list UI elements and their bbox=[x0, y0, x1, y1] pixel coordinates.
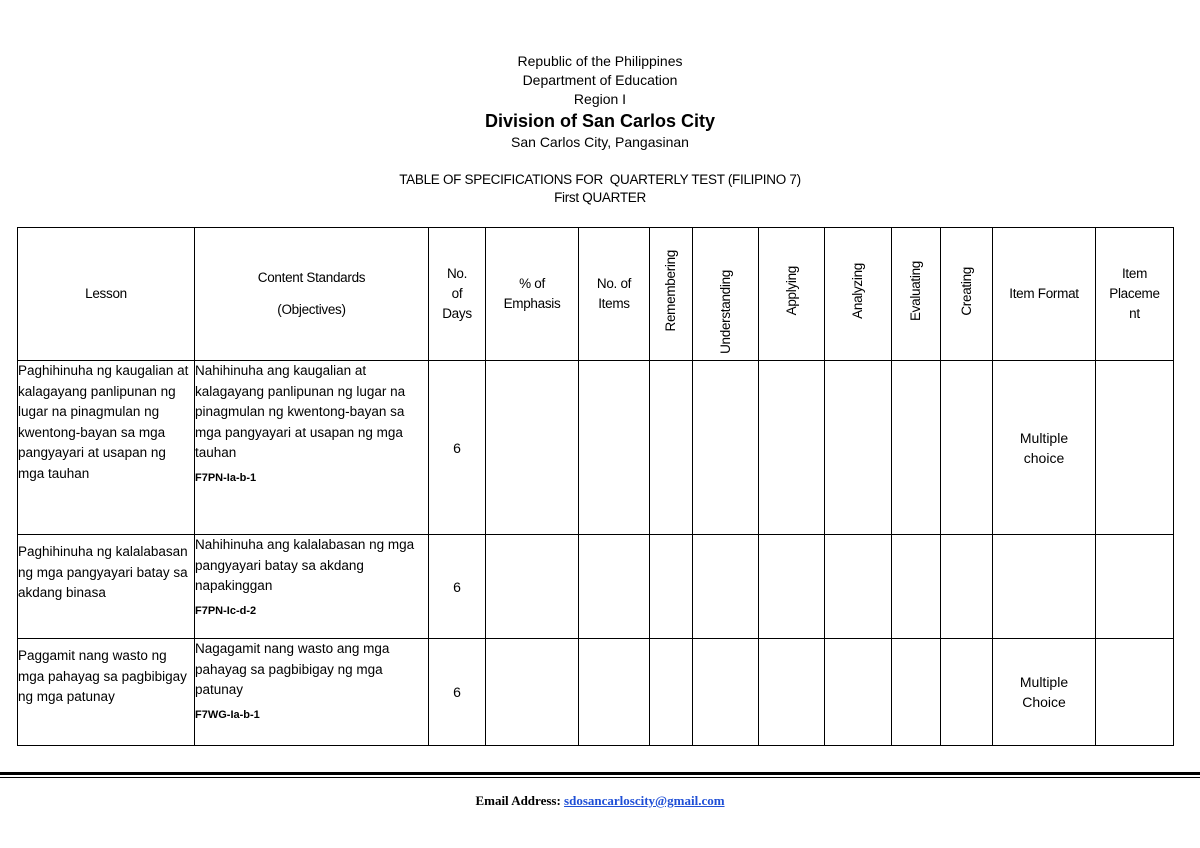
competency-code: F7PN-Ic-d-2 bbox=[195, 604, 257, 617]
header-no-of-items: No. of Items bbox=[579, 228, 650, 361]
item-format-cell: Multiple Choice bbox=[993, 639, 1096, 746]
days-cell: 6 bbox=[429, 639, 486, 746]
evaluating-cell bbox=[892, 535, 941, 639]
location-line: San Carlos City, Pangasinan bbox=[511, 134, 689, 150]
understanding-cell bbox=[693, 361, 759, 535]
content-standard-text: Nahihinuha ang kalalabasan ng mga pangyayari batay sa akdang napakinggan bbox=[195, 537, 415, 593]
days-cell: 6 bbox=[429, 361, 486, 535]
department-line: Department of Education bbox=[522, 72, 678, 88]
lesson-cell: Paghihinuha ng kaugalian at kalagayang panlipunan ng lugar na pinagmulan ng kwentong-bayan sa mga pangyayari at usapan ng mga tauhan bbox=[18, 361, 195, 535]
footer-divider-thin bbox=[0, 777, 1200, 778]
document-title-block bbox=[0, 171, 1200, 207]
competency-code: F7PN-Ia-b-1 bbox=[195, 471, 257, 484]
header-analyzing: Analyzing bbox=[825, 228, 892, 361]
analyzing-cell bbox=[825, 535, 892, 639]
remembering-cell bbox=[650, 639, 693, 746]
items-cell bbox=[579, 639, 650, 746]
email-label: Email Address: bbox=[475, 793, 565, 808]
competency-code: F7WG-Ia-b-1 bbox=[195, 708, 260, 721]
creating-cell bbox=[941, 361, 993, 535]
document-title: TABLE OF SPECIFICATIONS FOR QUARTERLY TEST (FILIPINO 7) bbox=[399, 172, 801, 187]
header-applying: Applying bbox=[759, 228, 825, 361]
understanding-cell bbox=[693, 639, 759, 746]
analyzing-cell bbox=[825, 639, 892, 746]
remembering-cell bbox=[650, 361, 693, 535]
days-cell: 6 bbox=[429, 535, 486, 639]
document-subtitle: First QUARTER bbox=[554, 190, 646, 205]
item-placement-cell bbox=[1096, 535, 1174, 639]
items-cell bbox=[579, 361, 650, 535]
items-cell bbox=[579, 535, 650, 639]
header-item-format: Item Format bbox=[993, 228, 1096, 361]
header-lesson: Lesson bbox=[18, 228, 195, 361]
header-content-standards: Content Standards (Objectives) bbox=[195, 228, 429, 361]
remembering-cell bbox=[650, 535, 693, 639]
item-placement-cell bbox=[1096, 639, 1174, 746]
emphasis-cell bbox=[486, 535, 579, 639]
letterhead bbox=[0, 52, 1200, 152]
item-placement-cell bbox=[1096, 361, 1174, 535]
lesson-cell: Paghihinuha ng kalalabasan ng mga pangyayari batay sa akdang binasa bbox=[18, 535, 195, 639]
header-remembering: Remembering bbox=[650, 228, 693, 361]
emphasis-cell bbox=[486, 639, 579, 746]
header-percent-emphasis: % of Emphasis bbox=[486, 228, 579, 361]
evaluating-cell bbox=[892, 361, 941, 535]
republic-line: Republic of the Philippines bbox=[517, 53, 683, 69]
header-evaluating: Evaluating bbox=[892, 228, 941, 361]
table-row bbox=[18, 639, 1174, 746]
item-format-cell bbox=[993, 535, 1096, 639]
region-line: Region I bbox=[573, 91, 627, 107]
lesson-cell: Paggamit nang wasto ng mga pahayag sa pagbibigay ng mga patunay bbox=[18, 639, 195, 746]
content-standard-cell bbox=[195, 361, 429, 535]
table-row bbox=[18, 361, 1174, 535]
item-format-cell: Multiple choice bbox=[993, 361, 1096, 535]
table-row bbox=[18, 535, 1174, 639]
email-link[interactable]: sdosancarloscity@gmail.com bbox=[564, 793, 725, 808]
applying-cell bbox=[759, 361, 825, 535]
header-item-placement: Item Placeme nt bbox=[1096, 228, 1174, 361]
specifications-table bbox=[17, 227, 1174, 746]
content-standard-cell bbox=[195, 535, 429, 639]
analyzing-cell bbox=[825, 361, 892, 535]
evaluating-cell bbox=[892, 639, 941, 746]
content-standard-text: Nagagamit nang wasto ang mga pahayag sa pagbibigay ng mga patunay bbox=[195, 641, 390, 697]
footer-divider-thick bbox=[0, 772, 1200, 775]
emphasis-cell bbox=[486, 361, 579, 535]
creating-cell bbox=[941, 639, 993, 746]
creating-cell bbox=[941, 535, 993, 639]
applying-cell bbox=[759, 639, 825, 746]
content-standard-text: Nahihinuha ang kaugalian at kalagayang panlipunan ng lugar na pinagmulan ng kwentong-bayan sa mga pangyayari at usapan ng mga tauhan bbox=[195, 363, 406, 460]
header-creating: Creating bbox=[941, 228, 993, 361]
division-name: Division of San Carlos City bbox=[484, 111, 716, 131]
footer bbox=[0, 793, 1200, 809]
header-understanding: Understanding bbox=[693, 228, 759, 361]
header-no-of-days: No. of Days bbox=[429, 228, 486, 361]
applying-cell bbox=[759, 535, 825, 639]
content-standard-cell bbox=[195, 639, 429, 746]
understanding-cell bbox=[693, 535, 759, 639]
table-header-row bbox=[18, 228, 1174, 361]
